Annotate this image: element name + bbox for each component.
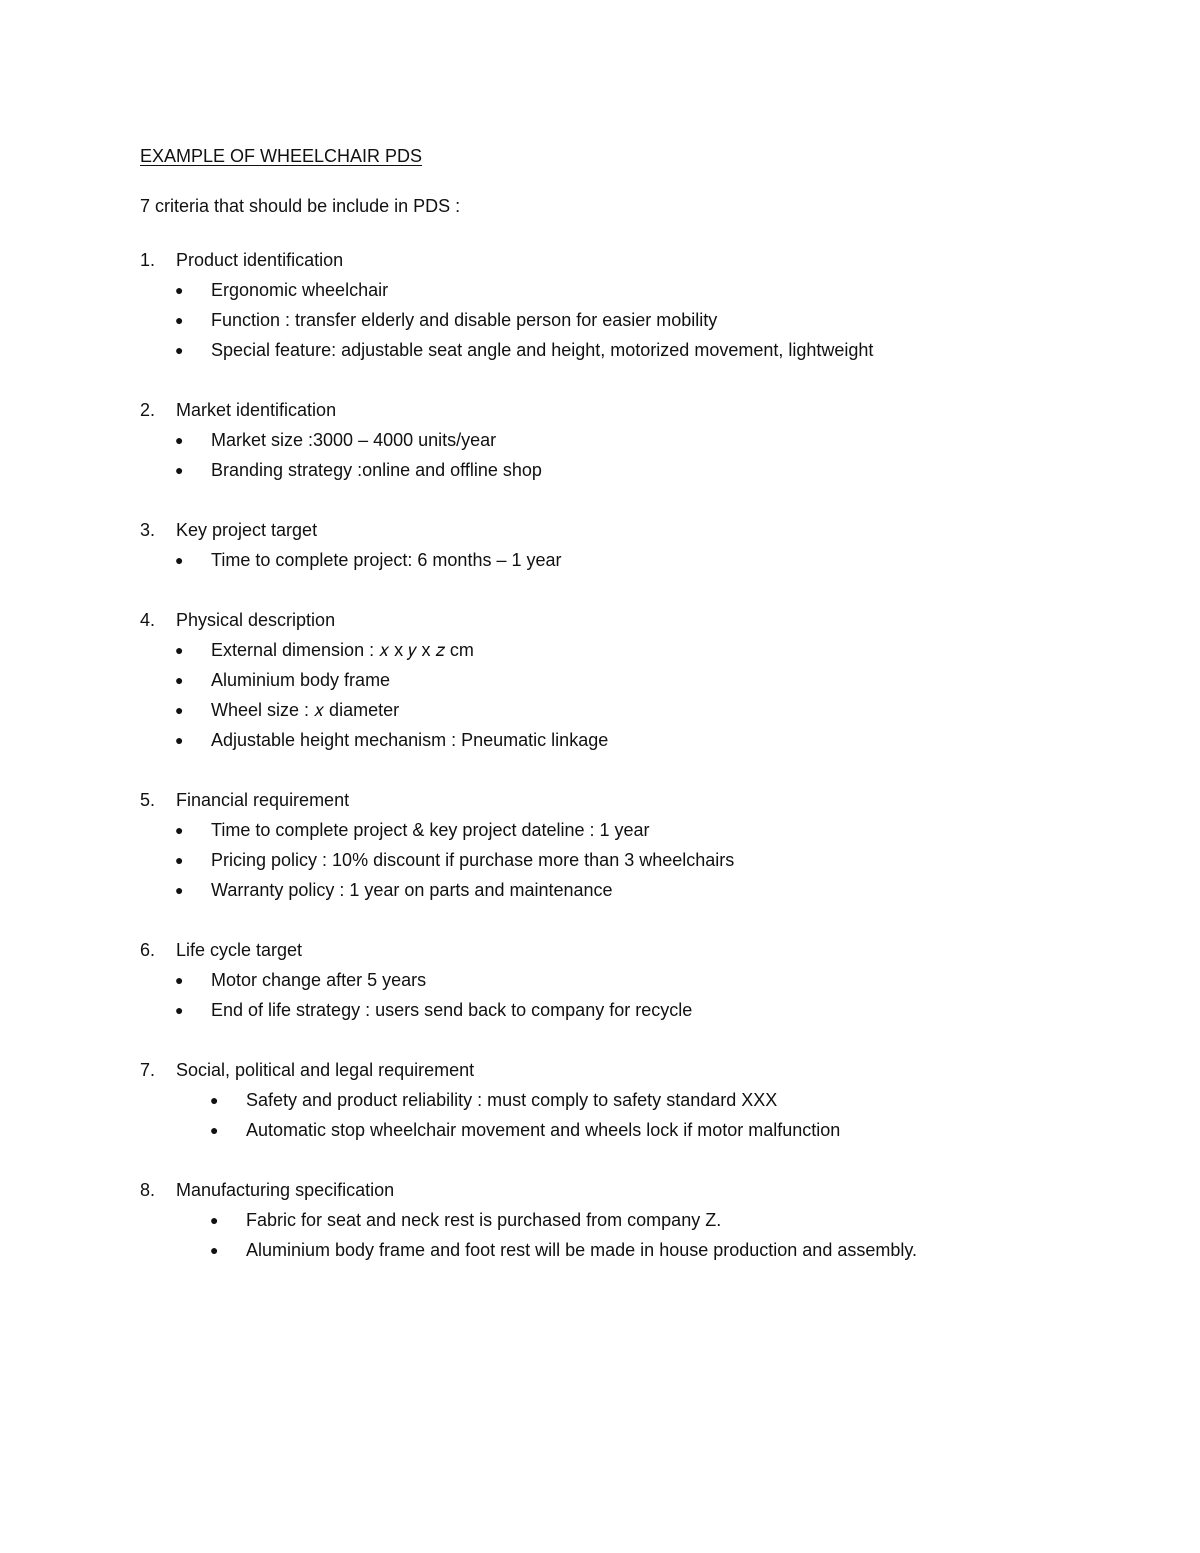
section-heading [140,1175,1100,1205]
bullet-list [140,275,1100,365]
bullet-list [140,965,1100,1025]
bullet-icon: ● [175,852,184,868]
list-item [140,995,1100,1025]
section-heading [140,245,1100,275]
section-heading [140,395,1100,425]
criteria-section-5 [140,785,1100,905]
bullet-text: Special feature: adjustable seat angle and height, motorized movement, lightweight [211,339,874,360]
section-title: Social, political and legal requirement [176,1059,475,1080]
list-item [140,845,1100,875]
section-title: Life cycle target [176,939,303,960]
section-number: 5. [140,789,156,810]
criteria-section-7 [140,1055,1100,1145]
bullet-list [140,545,1100,575]
bullet-list [140,1205,1100,1265]
bullet-icon: ● [210,1212,219,1228]
bullet-icon: ● [175,702,184,718]
section-heading [140,1055,1100,1085]
intro-text: 7 criteria that should be include in PDS : [140,196,461,216]
list-item [140,1085,1100,1115]
criteria-list [140,245,1100,1295]
bullet-text: Function : transfer elderly and disable person for easier mobility [211,309,718,330]
bullet-text: Aluminium body frame [211,669,391,690]
criteria-section-1 [140,245,1100,365]
bullet-icon: ● [175,1002,184,1018]
bullet-text: Wheel size : 𝑥 diameter [211,699,400,720]
bullet-icon: ● [175,342,184,358]
bullet-text: External dimension : 𝑥 x 𝑦 x 𝑧 cm [211,639,474,660]
bullet-text: Adjustable height mechanism : Pneumatic linkage [211,729,609,750]
list-item [140,275,1100,305]
list-item [140,1235,1100,1265]
bullet-icon: ● [175,312,184,328]
bullet-icon: ● [175,642,184,658]
bullet-text: Time to complete project: 6 months – 1 year [211,549,562,570]
bullet-list [140,425,1100,485]
section-heading [140,785,1100,815]
bullet-icon: ● [175,972,184,988]
bullet-icon: ● [175,462,184,478]
bullet-text: Safety and product reliability : must comply to safety standard XXX [246,1089,778,1110]
list-item [140,545,1100,575]
section-number: 7. [140,1059,156,1080]
bullet-text: Branding strategy :online and offline shop [211,459,542,480]
criteria-section-4 [140,605,1100,755]
list-item [140,425,1100,455]
bullet-text: Ergonomic wheelchair [211,279,389,300]
list-item [140,305,1100,335]
list-item [140,725,1100,755]
bullet-icon: ● [175,432,184,448]
section-heading [140,935,1100,965]
section-heading [140,605,1100,635]
section-title: Physical description [176,609,336,630]
section-heading [140,515,1100,545]
bullet-list [140,635,1100,755]
section-number: 2. [140,399,156,420]
section-title: Market identification [176,399,337,420]
bullet-icon: ● [210,1122,219,1138]
document-title: EXAMPLE OF WHEELCHAIR PDS [140,146,423,166]
bullet-text: Warranty policy : 1 year on parts and maintenance [211,879,613,900]
list-item [140,695,1100,725]
list-item [140,815,1100,845]
list-item [140,635,1100,665]
bullet-icon: ● [175,282,184,298]
bullet-text: Fabric for seat and neck rest is purchased from company Z. [246,1209,722,1230]
criteria-section-6 [140,935,1100,1025]
section-number: 3. [140,519,156,540]
list-item [140,455,1100,485]
section-title: Manufacturing specification [176,1179,395,1200]
list-item [140,335,1100,365]
criteria-section-2 [140,395,1100,485]
bullet-icon: ● [210,1092,219,1108]
list-item [140,875,1100,905]
list-item [140,1205,1100,1235]
bullet-text: Motor change after 5 years [211,969,427,990]
section-number: 8. [140,1179,156,1200]
section-title: Financial requirement [176,789,350,810]
bullet-text: Aluminium body frame and foot rest will be made in house production and assembly. [246,1239,918,1260]
list-item [140,965,1100,995]
section-number: 1. [140,249,156,270]
section-number: 6. [140,939,156,960]
bullet-text: End of life strategy : users send back to company for recycle [211,999,693,1020]
bullet-icon: ● [175,672,184,688]
list-item [140,665,1100,695]
bullet-icon: ● [175,882,184,898]
section-number: 4. [140,609,156,630]
bullet-text: Automatic stop wheelchair movement and wheels lock if motor malfunction [246,1119,841,1140]
bullet-icon: ● [175,732,184,748]
bullet-list [140,815,1100,905]
section-title: Key project target [176,519,318,540]
bullet-text: Market size :3000 – 4000 units/year [211,429,497,450]
section-title: Product identification [176,249,344,270]
criteria-section-8 [140,1175,1100,1265]
bullet-icon: ● [210,1242,219,1258]
list-item [140,1115,1100,1145]
bullet-text: Time to complete project & key project dateline : 1 year [211,819,650,840]
bullet-list [140,1085,1100,1145]
bullet-icon: ● [175,552,184,568]
criteria-section-3 [140,515,1100,575]
bullet-icon: ● [175,822,184,838]
bullet-text: Pricing policy : 10% discount if purchase more than 3 wheelchairs [211,849,735,870]
